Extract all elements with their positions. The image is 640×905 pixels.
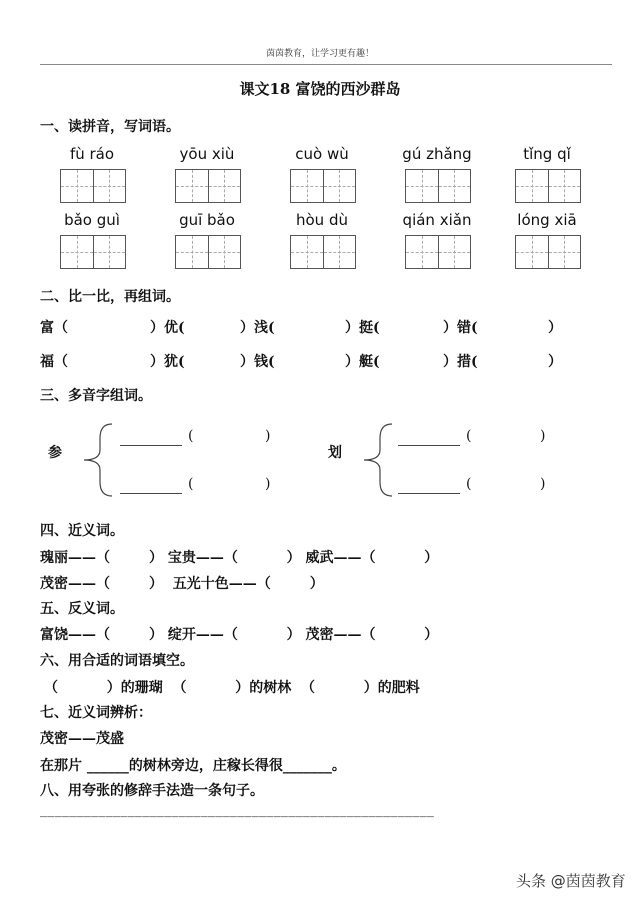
section-6-heading: 六、用合适的词语填空。 (40, 653, 194, 669)
writing-box[interactable] (60, 235, 126, 269)
writing-cell[interactable] (406, 170, 439, 202)
watermark: 头条 @茵茵教育 (516, 872, 626, 890)
antonym-row: 富饶——（ ） 绽开——（ ） 茂密——（ ） (40, 627, 439, 643)
header-rule (40, 64, 612, 65)
paren-open: ( (188, 476, 194, 492)
pinyin-label: qián xiǎn (402, 211, 472, 229)
section-8-heading: 八、用夸张的修辞手法造一条句子。 (40, 783, 264, 799)
pinyin-label: gú zhǎng (402, 145, 472, 163)
writing-cell[interactable] (439, 170, 471, 202)
synonym-row-2: 茂密——（ ） 五光十色——（ ） (40, 576, 324, 592)
compare-item: ）浅( (240, 320, 275, 336)
writing-cell[interactable] (291, 170, 324, 202)
writing-box[interactable] (175, 235, 241, 269)
paren-open: ( (466, 476, 472, 492)
section-1-heading: 一、读拼音，写词语。 (40, 119, 180, 135)
compare-item: ）优( (150, 320, 185, 336)
pinyin-label: tǐng qǐ (523, 145, 571, 163)
pinyin-label: yōu xiù (179, 145, 235, 163)
writing-cell[interactable] (324, 170, 356, 202)
compare-item: 富（ (40, 320, 68, 336)
compare-item: ）钱( (240, 354, 275, 370)
paren-close: ) (540, 428, 546, 444)
writing-cell[interactable] (176, 170, 209, 202)
compare-item: ）错( (443, 320, 478, 336)
writing-cell[interactable] (324, 236, 356, 268)
writing-cell[interactable] (291, 236, 324, 268)
paren-close: ) (265, 428, 271, 444)
brace-icon (80, 420, 116, 500)
paren-close: ) (540, 476, 546, 492)
writing-box[interactable] (515, 169, 581, 203)
writing-cell[interactable] (406, 236, 439, 268)
writing-cell[interactable] (439, 236, 471, 268)
word-pair: 茂密——茂盛 (40, 731, 124, 747)
section-4-heading: 四、近义词。 (40, 523, 124, 539)
answer-blank[interactable] (398, 493, 460, 494)
compare-item: ）艇( (345, 354, 380, 370)
pinyin-label: guī bǎo (179, 211, 235, 229)
writing-box[interactable] (290, 235, 356, 269)
compare-item: ）挺( (345, 320, 380, 336)
writing-box[interactable] (405, 235, 471, 269)
section-7-heading: 七、近义词辨析： (40, 705, 152, 721)
fill-blank-row: （ ）的珊瑚 （ ）的树林 （ ）的肥料 (44, 680, 420, 696)
answer-line: ______________________________________________________ (40, 802, 435, 818)
section-5-heading: 五、反义词。 (40, 601, 124, 617)
pinyin-label: hòu dù (296, 211, 348, 229)
paren-open: ( (466, 428, 472, 444)
writing-cell[interactable] (516, 170, 549, 202)
writing-box[interactable] (405, 169, 471, 203)
writing-box[interactable] (175, 169, 241, 203)
writing-box[interactable] (60, 169, 126, 203)
writing-cell[interactable] (209, 170, 241, 202)
writing-box[interactable] (290, 169, 356, 203)
writing-cell[interactable] (549, 236, 581, 268)
synonym-row-1: 瑰丽——（ ） 宝贵——（ ） 威武——（ ） (40, 550, 439, 566)
compare-item: ）措( (443, 354, 478, 370)
compare-item: 福（ (40, 354, 68, 370)
fill-sentence: 在那片 ______的树林旁边，庄稼长得很_______。 (40, 758, 346, 774)
compare-item: ） (548, 354, 562, 370)
writing-cell[interactable] (176, 236, 209, 268)
brace-icon (360, 420, 396, 500)
page-title: 课文18 富饶的西沙群岛 (239, 80, 401, 98)
pinyin-label: fù ráo (69, 145, 115, 163)
compare-item: ） (548, 320, 562, 336)
writing-cell[interactable] (61, 236, 94, 268)
writing-cell[interactable] (549, 170, 581, 202)
writing-cell[interactable] (516, 236, 549, 268)
section-3-heading: 三、多音字组词。 (40, 388, 152, 404)
paren-open: ( (188, 428, 194, 444)
page-header: 茵茵教育，让学习更有趣！ (265, 49, 374, 59)
paren-close: ) (265, 476, 271, 492)
writing-cell[interactable] (94, 236, 126, 268)
answer-blank[interactable] (120, 445, 182, 446)
writing-cell[interactable] (61, 170, 94, 202)
pinyin-label: bǎo guì (64, 211, 120, 229)
polyphone-char: 参 (48, 445, 62, 461)
answer-blank[interactable] (398, 445, 460, 446)
pinyin-label: cuò wù (295, 145, 349, 163)
answer-blank[interactable] (120, 493, 182, 494)
writing-box[interactable] (515, 235, 581, 269)
pinyin-label: lóng xiā (517, 211, 577, 229)
polyphone-char: 划 (328, 445, 342, 461)
section-2-heading: 二、比一比，再组词。 (40, 289, 180, 305)
compare-item: ）犹( (150, 354, 185, 370)
writing-cell[interactable] (209, 236, 241, 268)
writing-cell[interactable] (94, 170, 126, 202)
